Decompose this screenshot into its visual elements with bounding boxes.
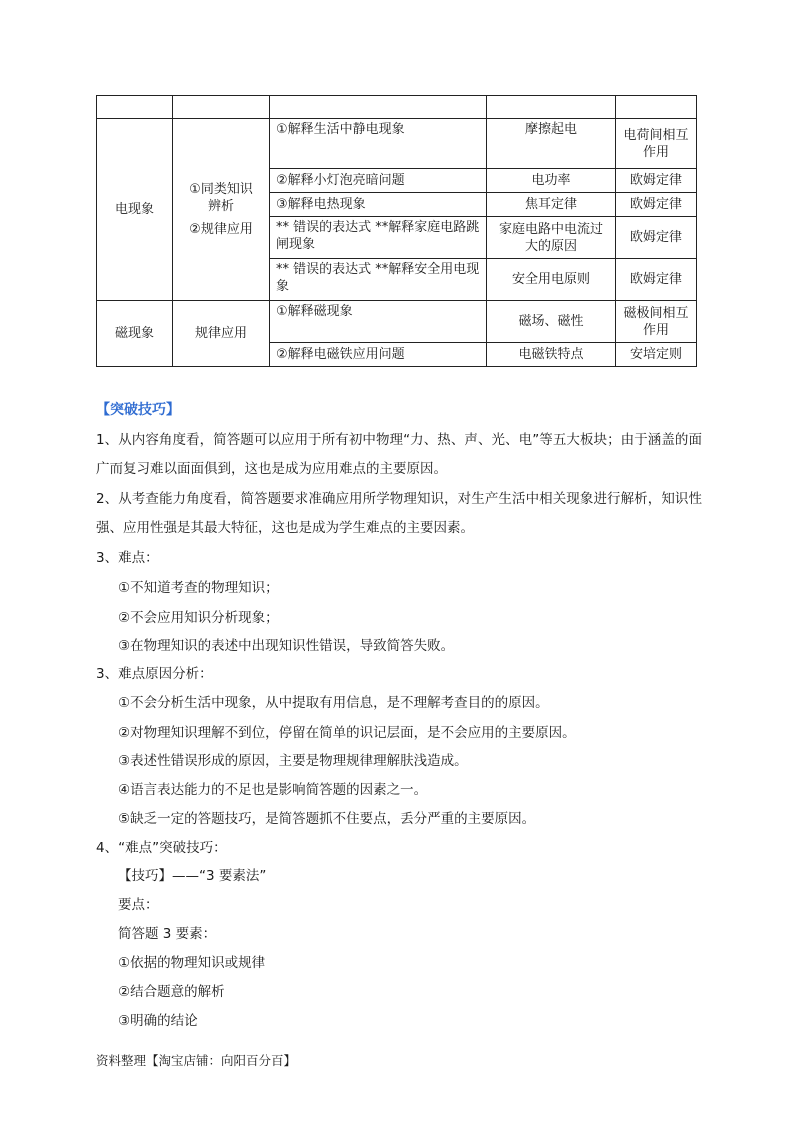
law-cell: 电荷间相互作用 (616, 119, 697, 169)
category-cell: 磁现象 (97, 301, 173, 367)
list-item: ③表述性错误形成的原因，主要是物理规律理解肤浅造成。 (118, 753, 468, 769)
technique-label: 【技巧】——“3 要素法” (118, 868, 267, 884)
list-title: 3、难点： (96, 550, 159, 566)
law-cell: 欧姆定律 (616, 169, 697, 193)
key-points-label: 要点： (118, 897, 159, 913)
method-text: ②规律应用 (189, 222, 253, 237)
item-cell: ②解释小灯泡亮暗问题 (270, 169, 487, 193)
paragraph: 1、从内容角度看，简答题可以应用于所有初中物理“力、热、声、光、电”等五大板块；由于涵盖的面广而复习难以面面俱到，这也是成为应用难点的主要原因。 (96, 432, 702, 477)
list-item: ①不会分析生活中现象，从中提取有用信息，是不理解考查目的的原因。 (118, 695, 549, 711)
list-item: ①不知道考查的物理知识； (118, 580, 279, 596)
item-cell: ①解释生活中静电现象 (270, 119, 487, 169)
table-cell (97, 96, 173, 119)
method-text: ①同类知识辨析 (189, 182, 253, 214)
list-item: ①依据的物理知识或规律 (118, 955, 266, 971)
list-title: 4、“难点”突破技巧： (96, 840, 227, 856)
law-cell: 欧姆定律 (616, 259, 697, 301)
list-item: ⑤缺乏一定的答题技巧，是简答题抓不住要点，丢分严重的主要原因。 (118, 811, 536, 827)
list-item: ②不会应用知识分析现象； (118, 610, 279, 626)
method-cell: 规律应用 (173, 301, 270, 367)
concept-cell: 摩擦起电 (487, 119, 616, 169)
item-cell: ** 错误的表达式 **解释安全用电现象 (270, 259, 487, 301)
concept-cell: 家庭电路中电流过大的原因 (487, 217, 616, 259)
section-heading: 【突破技巧】 (96, 402, 180, 418)
list-item: ④语言表达能力的不足也是影响简答题的因素之一。 (118, 782, 428, 798)
list-item: ③明确的结论 (118, 1013, 198, 1029)
footer-source: 资料整理【淘宝店铺：向阳百分百】 (96, 1053, 297, 1068)
elements-title: 简答题 3 要素： (118, 926, 217, 942)
item-cell: ** 错误的表达式 **解释家庭电路跳闸现象 (270, 217, 487, 259)
list-item: ②结合题意的解析 (118, 984, 225, 1000)
table-cell (270, 96, 487, 119)
table-cell (173, 96, 270, 119)
concept-cell: 电磁铁特点 (487, 343, 616, 367)
concept-cell: 安全用电原则 (487, 259, 616, 301)
item-cell: ①解释磁现象 (270, 301, 487, 343)
table-header-row (97, 96, 697, 119)
concept-cell: 磁场、磁性 (487, 301, 616, 343)
category-cell: 电现象 (97, 119, 173, 301)
law-cell: 安培定则 (616, 343, 697, 367)
table-row (97, 119, 697, 169)
table-cell (616, 96, 697, 119)
law-cell: 磁极间相互作用 (616, 301, 697, 343)
paragraph: 2、从考查能力角度看，简答题要求准确应用所学物理知识，对生产生活中相关现象进行解析，知识性强、应用性强是其最大特征，这也是成为学生难点的主要因素。 (96, 491, 702, 536)
item-cell: ②解释电磁铁应用问题 (270, 343, 487, 367)
table-cell (487, 96, 616, 119)
concept-cell: 焦耳定律 (487, 193, 616, 217)
concept-cell: 电功率 (487, 169, 616, 193)
method-cell (173, 119, 270, 301)
list-title: 3、难点原因分析： (96, 666, 213, 682)
list-item: ③在物理知识的表述中出现知识性错误，导致简答失败。 (118, 638, 455, 654)
law-cell: 欧姆定律 (616, 193, 697, 217)
table-row (97, 301, 697, 343)
list-item: ②对物理知识理解不到位，停留在简单的识记层面，是不会应用的主要原因。 (118, 725, 576, 741)
item-cell: ③解释电热现象 (270, 193, 487, 217)
law-cell: 欧姆定律 (616, 217, 697, 259)
knowledge-table (96, 95, 697, 367)
